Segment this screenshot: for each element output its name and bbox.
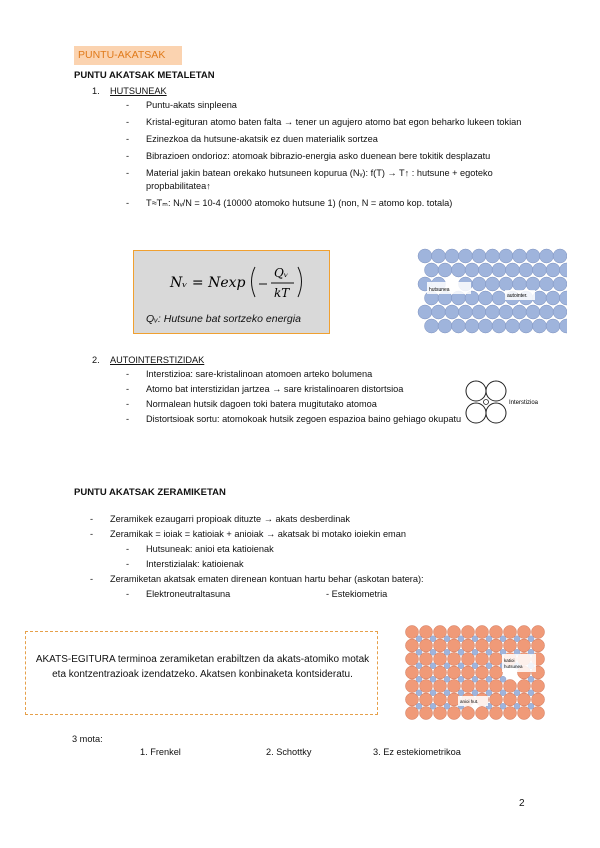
lattice-atom bbox=[486, 249, 500, 263]
defect-structure-box bbox=[25, 631, 378, 715]
cation-sphere bbox=[514, 636, 520, 642]
lattice-atom bbox=[465, 319, 479, 333]
interstitial-list bbox=[126, 368, 464, 426]
cation-sphere bbox=[416, 703, 422, 709]
cation-sphere bbox=[486, 636, 492, 642]
cation-sphere bbox=[458, 636, 464, 642]
anion-sphere bbox=[420, 639, 433, 652]
lattice-atom bbox=[513, 249, 527, 263]
lattice-atom bbox=[492, 263, 506, 277]
anion-sphere bbox=[504, 626, 517, 639]
anion-sphere bbox=[406, 626, 419, 639]
anion-sphere bbox=[420, 666, 433, 679]
lattice-atom bbox=[486, 277, 500, 291]
anion-sphere bbox=[518, 707, 531, 720]
types-label: 3 mota: bbox=[72, 734, 103, 744]
svg-text:anioi hut.: anioi hut. bbox=[460, 699, 479, 704]
cation-sphere bbox=[500, 703, 506, 709]
cation-sphere bbox=[500, 676, 506, 682]
formula-lhs: Nᵥ = Nexp bbox=[170, 275, 246, 291]
lattice-atom bbox=[418, 249, 432, 263]
cation-sphere bbox=[486, 690, 492, 696]
list-item: - Interstizialak: katioienak bbox=[126, 559, 244, 569]
anion-sphere bbox=[518, 626, 531, 639]
anion-sphere bbox=[504, 639, 517, 652]
lattice-atom bbox=[472, 305, 486, 319]
lattice-atom bbox=[540, 277, 554, 291]
cation-sphere bbox=[486, 663, 492, 669]
cation-sphere bbox=[444, 703, 450, 709]
anion-sphere bbox=[490, 653, 503, 666]
lattice-atom bbox=[479, 291, 493, 305]
cation-sphere bbox=[486, 649, 492, 655]
lattice-atom bbox=[492, 291, 506, 305]
list-item: - Puntu-akats sinpleena bbox=[126, 100, 237, 110]
lattice-atom bbox=[465, 263, 479, 277]
cation-sphere bbox=[430, 649, 436, 655]
cation-sphere bbox=[458, 649, 464, 655]
anion-sphere bbox=[406, 666, 419, 679]
list-item: - Hutsuneak: anioi eta katioienak bbox=[126, 544, 274, 554]
cation-sphere bbox=[458, 690, 464, 696]
anion-sphere bbox=[476, 707, 489, 720]
anion-sphere bbox=[532, 693, 545, 706]
list-item: - Distortsioak sortu: atomokoak hutsik zegoen espazioa baino gehiago okupatu bbox=[126, 414, 462, 424]
anion-sphere bbox=[532, 639, 545, 652]
cation-sphere bbox=[528, 690, 534, 696]
anion-sphere bbox=[476, 626, 489, 639]
heading-metals: PUNTU AKATSAK METALETAN bbox=[74, 70, 215, 81]
sub1-number: 1. bbox=[92, 86, 100, 96]
anion-sphere bbox=[420, 626, 433, 639]
lattice-atom bbox=[452, 319, 466, 333]
lattice-atom bbox=[526, 277, 540, 291]
list-item: - Elektroneutraltasuna - Estekiometria bbox=[126, 589, 388, 599]
lattice-atom bbox=[546, 263, 560, 277]
lattice-atom bbox=[486, 305, 500, 319]
anion-sphere bbox=[420, 707, 433, 720]
cation-sphere bbox=[458, 676, 464, 682]
lattice-atom bbox=[553, 277, 567, 291]
lattice-atom bbox=[432, 249, 446, 263]
anion-sphere bbox=[434, 680, 447, 693]
anion-sphere bbox=[490, 693, 503, 706]
lattice-atom bbox=[526, 305, 540, 319]
anion-sphere bbox=[490, 680, 503, 693]
list-item: - Interstizioa: sare-kristalinoan atomoen arteko bolumena bbox=[126, 369, 373, 379]
lattice-atom bbox=[445, 249, 459, 263]
formula-numerator: Qᵥ bbox=[274, 266, 289, 280]
interstitial-diagram bbox=[464, 380, 584, 426]
cation-sphere bbox=[444, 676, 450, 682]
anion-sphere bbox=[434, 639, 447, 652]
anion-sphere bbox=[462, 680, 475, 693]
anion-sphere bbox=[462, 639, 475, 652]
vacancy-lattice-illustration bbox=[417, 248, 567, 334]
anion-sphere bbox=[490, 639, 503, 652]
anion-sphere bbox=[434, 666, 447, 679]
type-schottky: 2. Schottky bbox=[266, 747, 312, 757]
lattice-atom bbox=[459, 305, 473, 319]
formula-caption: Qᵥ: Hutsune bat sortzeko energia bbox=[146, 313, 301, 325]
cation-sphere bbox=[430, 636, 436, 642]
lattice-atom bbox=[540, 305, 554, 319]
svg-text:katioi: katioi bbox=[504, 658, 515, 663]
ceramic-lattice-illustration bbox=[404, 624, 550, 722]
anion-sphere bbox=[406, 680, 419, 693]
cation-sphere bbox=[444, 649, 450, 655]
anion-sphere bbox=[476, 680, 489, 693]
cation-sphere bbox=[444, 690, 450, 696]
anion-sphere bbox=[532, 707, 545, 720]
cation-sphere bbox=[500, 636, 506, 642]
anion-sphere bbox=[448, 666, 461, 679]
anion-sphere bbox=[406, 639, 419, 652]
lattice-atom bbox=[540, 249, 554, 263]
cation-sphere bbox=[458, 663, 464, 669]
stoichiometry-label: - Estekiometria bbox=[326, 589, 388, 599]
lattice-atom bbox=[425, 319, 439, 333]
cation-sphere bbox=[416, 649, 422, 655]
lattice-atom bbox=[506, 319, 520, 333]
sub1-title: HUTSUNEAK bbox=[110, 86, 167, 96]
cation-sphere bbox=[472, 663, 478, 669]
anion-sphere bbox=[462, 707, 475, 720]
list-item: - T≈Tₘ: Nᵥ/N = 10-4 (10000 atomoko hutsune 1) (non, N = atomo kop. totala) bbox=[126, 198, 453, 208]
list-item: - Bibrazioen ondorioz: atomoak bibrazio-energia asko duenean bere tokitik desplazatu bbox=[126, 151, 491, 161]
anion-sphere bbox=[462, 626, 475, 639]
lattice-atom bbox=[533, 319, 547, 333]
cation-sphere bbox=[486, 676, 492, 682]
svg-text:autointer.: autointer. bbox=[507, 293, 528, 299]
lattice-atom bbox=[418, 305, 432, 319]
lattice-atom bbox=[499, 305, 513, 319]
cation-sphere bbox=[416, 690, 422, 696]
anion-sphere bbox=[504, 693, 517, 706]
lattice-atom bbox=[546, 319, 560, 333]
page-number: 2 bbox=[519, 798, 525, 809]
list-item: - Normalean hutsik dagoen toki batera mugitutako atomoa bbox=[126, 399, 377, 409]
lattice-atom bbox=[432, 305, 446, 319]
cation-sphere bbox=[500, 690, 506, 696]
heading-ceramics: PUNTU AKATSAK ZERAMIKETAN bbox=[74, 487, 226, 498]
lattice-atom bbox=[513, 277, 527, 291]
anion-sphere bbox=[504, 707, 517, 720]
anion-sphere bbox=[476, 666, 489, 679]
anion-sphere bbox=[462, 666, 475, 679]
anion-sphere bbox=[434, 707, 447, 720]
lattice-atom bbox=[499, 249, 513, 263]
cation-sphere bbox=[416, 663, 422, 669]
cation-sphere bbox=[416, 636, 422, 642]
type-non-stoichiometric: 3. Ez estekiometrikoa bbox=[373, 747, 461, 757]
lattice-atom bbox=[553, 249, 567, 263]
cation-sphere bbox=[416, 676, 422, 682]
lattice-atom bbox=[479, 263, 493, 277]
anion-sphere bbox=[532, 626, 545, 639]
lattice-atom bbox=[526, 249, 540, 263]
anion-sphere bbox=[448, 653, 461, 666]
svg-text:hutsunea: hutsunea bbox=[429, 287, 450, 293]
formula-box bbox=[133, 250, 330, 334]
anion-sphere bbox=[448, 680, 461, 693]
lattice-atom bbox=[499, 277, 513, 291]
anion-sphere bbox=[504, 680, 517, 693]
cation-sphere bbox=[472, 690, 478, 696]
anion-sphere bbox=[476, 653, 489, 666]
cation-sphere bbox=[472, 649, 478, 655]
anion-sphere bbox=[518, 693, 531, 706]
cation-sphere bbox=[430, 690, 436, 696]
anion-sphere bbox=[420, 680, 433, 693]
ceramics-list bbox=[90, 513, 530, 601]
list-item: - Material jakin batean orekako hutsuneen kopurua (Nᵥ): f(T) → T↑ : hutsune + egoteko propbabilitatea↑ bbox=[126, 168, 493, 191]
vacancy-list bbox=[126, 99, 531, 210]
anion-sphere bbox=[490, 666, 503, 679]
list-item: - Zeramiketan akatsak ematen direnean kontuan hartu behar (askotan batera): bbox=[90, 574, 424, 584]
anion-sphere bbox=[420, 693, 433, 706]
lattice-atom bbox=[452, 263, 466, 277]
list-item: - Zeramikak = ioiak = katioiak + anioiak → akatsak bi motako ioiekin eman bbox=[90, 529, 406, 539]
anion-sphere bbox=[490, 707, 503, 720]
cation-sphere bbox=[430, 676, 436, 682]
cation-sphere bbox=[472, 676, 478, 682]
lattice-atom bbox=[492, 319, 506, 333]
anion-sphere bbox=[448, 707, 461, 720]
lattice-atom bbox=[553, 305, 567, 319]
sub2-number: 2. bbox=[92, 355, 100, 365]
anion-sphere bbox=[448, 626, 461, 639]
lattice-atom bbox=[519, 263, 533, 277]
lattice-atom bbox=[445, 305, 459, 319]
lattice-atom bbox=[479, 319, 493, 333]
lattice-atom bbox=[546, 291, 560, 305]
list-item: - Zeramikek ezaugarri propioak dituzte → akats desberdinak bbox=[90, 514, 351, 524]
lattice-atom bbox=[533, 263, 547, 277]
lattice-atom bbox=[513, 305, 527, 319]
lattice-atom bbox=[459, 249, 473, 263]
lattice-atom bbox=[506, 263, 520, 277]
cation-sphere bbox=[444, 663, 450, 669]
interstitial-label: Interstizioa bbox=[509, 400, 539, 406]
lattice-atom bbox=[438, 319, 452, 333]
formula-denominator: kT bbox=[274, 286, 290, 300]
cation-sphere bbox=[514, 690, 520, 696]
cation-sphere bbox=[528, 703, 534, 709]
cation-sphere bbox=[528, 676, 534, 682]
anion-sphere bbox=[448, 639, 461, 652]
cation-sphere bbox=[528, 636, 534, 642]
anion-sphere bbox=[434, 626, 447, 639]
anion-sphere bbox=[490, 626, 503, 639]
anion-sphere bbox=[406, 693, 419, 706]
sub2-title: AUTOINTERSTIZIDAK bbox=[110, 355, 205, 365]
cation-sphere bbox=[472, 636, 478, 642]
anion-sphere bbox=[532, 680, 545, 693]
vacancy-formula bbox=[134, 253, 329, 309]
anion-sphere bbox=[406, 653, 419, 666]
cation-sphere bbox=[444, 636, 450, 642]
cation-sphere bbox=[430, 663, 436, 669]
anion-sphere bbox=[406, 707, 419, 720]
lattice-atom bbox=[472, 277, 486, 291]
anion-sphere bbox=[434, 693, 447, 706]
anion-sphere bbox=[476, 639, 489, 652]
lattice-atom bbox=[438, 263, 452, 277]
anion-sphere bbox=[518, 680, 531, 693]
svg-text:hutsunea: hutsunea bbox=[504, 664, 523, 669]
anion-sphere bbox=[518, 639, 531, 652]
list-item: - Ezinezkoa da hutsune-akatsik ez duen materialik sortzea bbox=[126, 134, 378, 144]
cation-sphere bbox=[514, 703, 520, 709]
lattice-atom bbox=[519, 319, 533, 333]
anion-sphere bbox=[462, 653, 475, 666]
page-title-badge: PUNTU-AKATSAK bbox=[74, 46, 182, 65]
anion-sphere bbox=[434, 653, 447, 666]
defect-structure-term: AKATS-EGITURA bbox=[35, 654, 116, 665]
list-item: - Kristal-egituran atomo baten falta → tener un agujero atomo bat egon beharko lukeen tokian bbox=[126, 117, 522, 127]
lattice-atom bbox=[425, 263, 439, 277]
cation-sphere bbox=[430, 703, 436, 709]
list-item: - Atomo bat interstizidan jartzea → sare kristalinoaren distortsioa bbox=[126, 384, 404, 394]
type-frenkel: 1. Frenkel bbox=[140, 747, 181, 757]
defect-structure-text: AKATS-EGITURA terminoa zeramiketan erabiltzen da akats-atomiko motak eta kontzentrazioak izendatzeko. Akatsen konbinaketa kontsideratu. bbox=[35, 654, 370, 680]
anion-sphere bbox=[420, 653, 433, 666]
lattice-atom bbox=[472, 249, 486, 263]
